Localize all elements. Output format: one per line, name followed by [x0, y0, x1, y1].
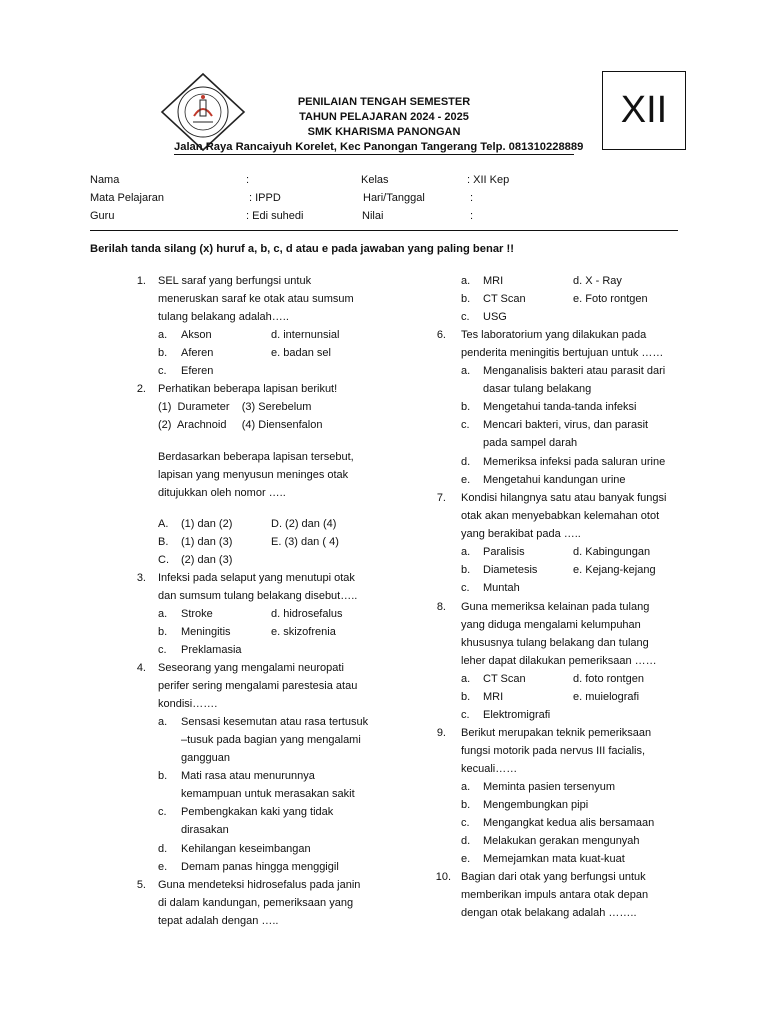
- q4-option-e[interactable]: Demam panas hingga menggigil: [181, 861, 339, 873]
- nilai-label: Nilai: [362, 210, 384, 222]
- q2-option-d[interactable]: D. (2) dan (4): [271, 518, 337, 530]
- mapel-value: : IPPD: [249, 192, 281, 204]
- q9-text: fungsi motorik pada nervus III facialis,: [461, 745, 646, 757]
- option-letter: a.: [158, 329, 168, 341]
- q8-option-e[interactable]: e. muielografi: [573, 691, 640, 703]
- q8-text: yang diduga mengalami kelumpuhan: [461, 619, 641, 631]
- mapel-label: Mata Pelajaran: [90, 192, 164, 204]
- q8-option-a[interactable]: CT Scan: [483, 673, 526, 685]
- q8-text: Guna memeriksa kelainan pada tulang: [461, 601, 650, 613]
- instruction: Berilah tanda silang (x) huruf a, b, c, d atau e pada jawaban yang paling benar !!: [90, 243, 514, 255]
- q4-option-a[interactable]: –tusuk pada bagian yang mengalami: [181, 734, 361, 746]
- option-letter: b.: [461, 799, 471, 811]
- q9-text: Berikut merupakan teknik pemeriksaan: [461, 727, 652, 739]
- q7-option-a[interactable]: Paralisis: [483, 546, 525, 558]
- q8-option-c[interactable]: Elektromigrafi: [483, 709, 551, 721]
- q5-text: di dalam kandungan, pemeriksaan yang: [158, 897, 354, 909]
- q6-number: 6.: [436, 329, 446, 341]
- q4-option-c[interactable]: Pembengkakan kaki yang tidak: [181, 806, 334, 818]
- q3-number: 3.: [136, 572, 146, 584]
- q1-text: meneruskan saraf ke otak atau sumsum: [158, 293, 354, 305]
- option-letter: a.: [158, 716, 168, 728]
- q2-text: Perhatikan beberapa lapisan berikut!: [158, 383, 338, 395]
- q6-option-d[interactable]: Memeriksa infeksi pada saluran urine: [483, 456, 666, 468]
- kelas-value: : XII Kep: [467, 174, 510, 186]
- hari-value: :: [470, 192, 474, 204]
- q9-option-a[interactable]: Meminta pasien tersenyum: [483, 781, 616, 793]
- q9-option-e[interactable]: Memejamkan mata kuat-kuat: [483, 853, 625, 865]
- q5-text: Guna mendeteksi hidrosefalus pada janin: [158, 879, 361, 891]
- guru-label: Guru: [90, 210, 115, 222]
- q10-text: memberikan impuls antara otak depan: [461, 889, 649, 901]
- q2-list-line: (2) Arachnoid (4) Diensenfalon: [158, 419, 323, 431]
- option-letter: B.: [158, 536, 169, 548]
- option-letter: c.: [461, 709, 470, 721]
- option-letter: c.: [461, 419, 470, 431]
- q7-option-d[interactable]: d. Kabingungan: [573, 546, 651, 558]
- q6-option-c[interactable]: pada sampel darah: [483, 437, 578, 449]
- q4-text: kondisi…….: [158, 698, 218, 710]
- q1-option-b[interactable]: Aferen: [181, 347, 214, 359]
- kelas-label: Kelas: [361, 174, 389, 186]
- q5-option-d[interactable]: d. X - Ray: [573, 275, 622, 287]
- option-letter: C.: [158, 554, 169, 566]
- q4-option-a[interactable]: Sensasi kesemutan atau rasa tertusuk: [181, 716, 369, 728]
- option-letter: c.: [461, 311, 470, 323]
- option-letter: b.: [461, 293, 471, 305]
- q7-option-b[interactable]: Diametesis: [483, 564, 538, 576]
- q5-text: tepat adalah dengan …..: [158, 915, 279, 927]
- nama-label: Nama: [90, 174, 120, 186]
- q8-text: khususnya tulang belakang dan tulang: [461, 637, 649, 649]
- nilai-value: :: [470, 210, 474, 222]
- q6-option-a[interactable]: dasar tulang belakang: [483, 383, 592, 395]
- q6-text: Tes laboratorium yang dilakukan pada: [461, 329, 647, 341]
- q6-text: penderita meningitis bertujuan untuk ……: [461, 347, 664, 359]
- q2-paragraph: Berdasarkan beberapa lapisan tersebut,: [158, 451, 354, 463]
- q3-option-a[interactable]: Stroke: [181, 608, 213, 620]
- q6-option-a[interactable]: Menganalisis bakteri atau parasit dari: [483, 365, 666, 377]
- class-box: XII: [602, 71, 686, 150]
- q2-option-c[interactable]: (2) dan (3): [181, 554, 233, 566]
- q9-option-d[interactable]: Melakukan gerakan mengunyah: [483, 835, 640, 847]
- option-letter: d.: [158, 843, 168, 855]
- q10-text: Bagian dari otak yang berfungsi untuk: [461, 871, 646, 883]
- school-name: SMK KHARISMA PANONGAN: [307, 126, 461, 138]
- q4-option-b[interactable]: Mati rasa atau menurunnya: [181, 770, 315, 782]
- q2-list-line: (1) Durameter (3) Serebelum: [158, 401, 312, 413]
- q2-paragraph: lapisan yang menyusun meninges otak: [158, 469, 349, 481]
- q1-option-d[interactable]: d. internunsial: [271, 329, 340, 341]
- q7-text: yang berakibat pada …..: [461, 528, 581, 540]
- q8-option-d[interactable]: d. foto rontgen: [573, 673, 644, 685]
- option-letter: a.: [461, 365, 471, 377]
- nama-value: :: [246, 174, 250, 186]
- option-letter: b.: [158, 626, 168, 638]
- q4-text: Seseorang yang mengalami neuropati: [158, 662, 344, 674]
- q3-option-e[interactable]: e. skizofrenia: [271, 626, 336, 638]
- q7-option-e[interactable]: e. Kejang-kejang: [573, 564, 656, 576]
- academic-year: TAHUN PELAJARAN 2024 - 2025: [299, 111, 469, 123]
- q2-paragraph: ditujukkan oleh nomor …..: [158, 487, 286, 499]
- q4-option-d[interactable]: Kehilangan keseimbangan: [181, 843, 311, 855]
- q4-text: perifer sering mengalami parestesia atau: [158, 680, 358, 692]
- hari-label: Hari/Tanggal: [363, 192, 425, 204]
- option-letter: a.: [158, 608, 168, 620]
- option-letter: c.: [461, 817, 470, 829]
- q9-number: 9.: [436, 727, 446, 739]
- option-letter: a.: [461, 673, 471, 685]
- option-letter: a.: [461, 546, 471, 558]
- q5-option-e[interactable]: e. Foto rontgen: [573, 293, 648, 305]
- option-letter: a.: [461, 275, 471, 287]
- q9-text: kecuali……: [461, 763, 518, 775]
- q3-text: Infeksi pada selaput yang menutupi otak: [158, 572, 355, 584]
- q10-text: dengan otak belakang adalah ……..: [461, 907, 637, 919]
- option-letter: c.: [158, 806, 167, 818]
- option-letter: d.: [461, 835, 471, 847]
- q7-number: 7.: [436, 492, 446, 504]
- q1-text: SEL saraf yang berfungsi untuk: [158, 275, 312, 287]
- q1-option-a[interactable]: Akson: [181, 329, 212, 341]
- q8-option-b[interactable]: MRI: [483, 691, 504, 703]
- option-letter: c.: [158, 644, 167, 656]
- option-letter: A.: [158, 518, 169, 530]
- q10-number: 10.: [435, 871, 451, 883]
- q9-option-b[interactable]: Mengembungkan pipi: [483, 799, 589, 811]
- q5-option-b[interactable]: CT Scan: [483, 293, 526, 305]
- q6-option-b[interactable]: Mengetahui tanda-tanda infeksi: [483, 401, 637, 413]
- option-letter: b.: [158, 347, 168, 359]
- q7-text: Kondisi hilangnya satu atau banyak fungsi: [461, 492, 667, 504]
- option-letter: e.: [158, 861, 168, 873]
- q4-option-c[interactable]: dirasakan: [181, 824, 229, 836]
- q2-option-b[interactable]: (1) dan (3): [181, 536, 233, 548]
- identity-divider: [90, 230, 678, 231]
- q1-number: 1.: [136, 275, 146, 287]
- q3-option-d[interactable]: d. hidrosefalus: [271, 608, 343, 620]
- q5-option-c[interactable]: USG: [483, 311, 507, 323]
- option-letter: c.: [158, 365, 167, 377]
- q8-text: leher dapat dilakukan pemeriksaan ……: [461, 655, 657, 667]
- school-address: Jalan Raya Rancaiyuh Korelet, Kec Panongan Tangerang Telp. 081310228889: [174, 141, 584, 153]
- q3-option-c[interactable]: Preklamasia: [181, 644, 242, 656]
- q8-number: 8.: [436, 601, 446, 613]
- option-letter: c.: [461, 582, 470, 594]
- option-letter: e.: [461, 853, 471, 865]
- q3-option-b[interactable]: Meningitis: [181, 626, 231, 638]
- q2-number: 2.: [136, 383, 146, 395]
- option-letter: a.: [461, 781, 471, 793]
- q1-option-e[interactable]: e. badan sel: [271, 347, 331, 359]
- header-underline: [174, 154, 574, 155]
- q5-number: 5.: [136, 879, 146, 891]
- q4-option-a[interactable]: gangguan: [181, 752, 230, 764]
- option-letter: b.: [461, 691, 471, 703]
- q9-option-c[interactable]: Mengangkat kedua alis bersamaan: [483, 817, 655, 829]
- option-letter: e.: [461, 474, 471, 486]
- q2-option-e[interactable]: E. (3) dan ( 4): [271, 536, 339, 548]
- option-letter: b.: [158, 770, 168, 782]
- q6-option-e[interactable]: Mengetahui kandungan urine: [483, 474, 626, 486]
- exam-title: PENILAIAN TENGAH SEMESTER: [297, 96, 471, 108]
- q1-option-c[interactable]: Eferen: [181, 365, 214, 377]
- q2-option-a[interactable]: (1) dan (2): [181, 518, 233, 530]
- guru-value: : Edi suhedi: [246, 210, 304, 222]
- q7-option-c[interactable]: Muntah: [483, 582, 520, 594]
- option-letter: d.: [461, 456, 471, 468]
- option-letter: b.: [461, 401, 471, 413]
- q5-option-a[interactable]: MRI: [483, 275, 504, 287]
- q7-text: otak akan menyebabkan kelemahan otot: [461, 510, 660, 522]
- q6-option-c[interactable]: Mencari bakteri, virus, dan parasit: [483, 419, 649, 431]
- q4-option-b[interactable]: kemampuan untuk merasakan sakit: [181, 788, 355, 800]
- q3-text: dan sumsum tulang belakang disebut…..: [158, 590, 358, 602]
- q1-text: tulang belakang adalah…..: [158, 311, 289, 323]
- option-letter: b.: [461, 564, 471, 576]
- q4-number: 4.: [136, 662, 146, 674]
